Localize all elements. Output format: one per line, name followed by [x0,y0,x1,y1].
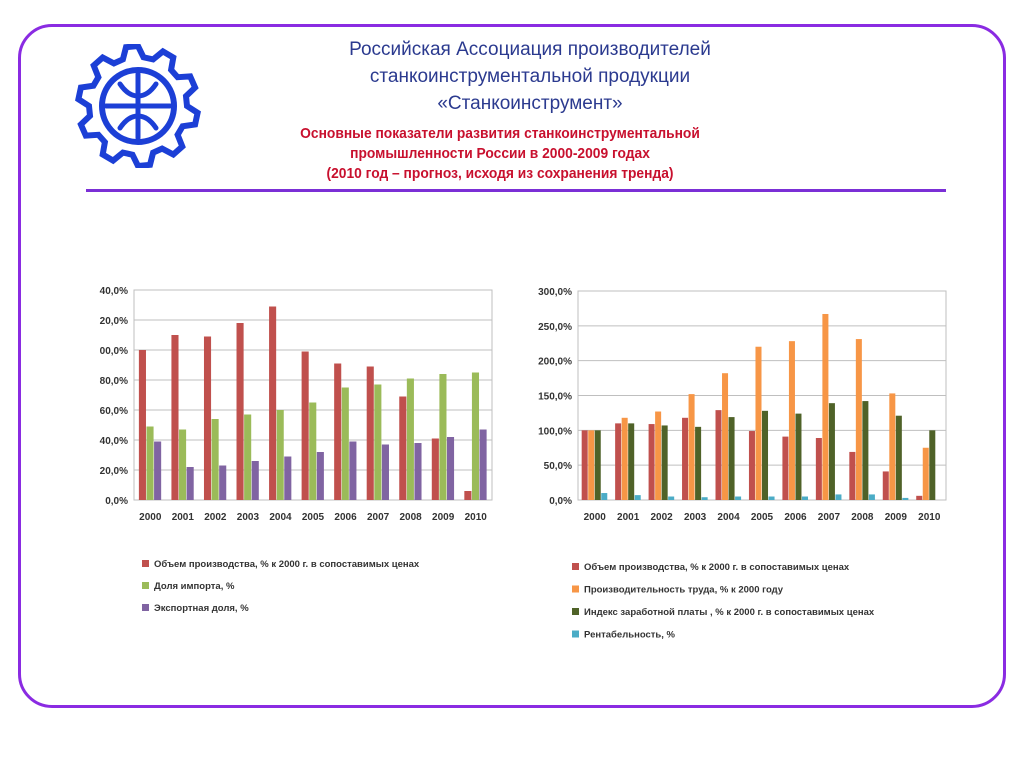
legend-entry-0: Объем производства, % к 2000 г. в сопоставимых ценах [584,562,850,573]
gear-logo-icon [68,44,208,168]
title-divider [86,189,946,192]
legend-swatch-0 [142,560,149,567]
bar-0-1 [588,430,594,500]
bar-1-0 [171,335,178,500]
bar-2-2 [662,425,668,500]
y-tick-label: 250,0% [538,321,572,333]
x-tick-label: 2010 [918,512,941,523]
chart-production-import-export [90,280,500,620]
y-tick-label: 20,0% [99,316,128,327]
bar-2-2 [219,466,226,501]
x-tick-label: 2005 [301,512,325,523]
legend-entry-1: Производительность труда, % к 2000 году [584,584,784,596]
x-tick-label: 2001 [171,512,194,523]
bar-3-0 [237,323,244,500]
bar-3-1 [244,415,251,501]
y-tick-label: 00,0% [99,346,128,357]
bar-6-0 [782,437,788,500]
bar-1-1 [179,430,186,501]
x-tick-label: 2001 [617,512,640,523]
x-tick-label: 2006 [784,512,807,523]
x-tick-label: 2007 [817,512,841,523]
bar-9-0 [432,439,439,501]
bar-4-1 [277,410,284,500]
legend-entry-0: Объем производства, % к 2000 г. в сопоставимых ценах [154,559,420,570]
bar-8-1 [856,339,862,500]
bar-7-3 [835,494,841,500]
legend-entry-2: Экспортная доля, % [154,603,249,614]
org-line-2: станкоинструментальной продукции [369,66,691,87]
bar-0-2 [154,442,161,501]
y-tick-label: 100,0% [538,426,572,438]
bar-0-1 [146,427,153,501]
bar-8-2 [414,443,421,500]
bar-5-3 [769,497,775,500]
y-tick-label: 150,0% [538,391,572,403]
y-tick-label: 40,0% [99,436,128,447]
x-tick-label: 2009 [884,512,907,523]
bar-6-1 [342,388,349,501]
bar-7-0 [367,367,374,501]
bar-10-2 [480,430,487,501]
legend-swatch-2 [572,608,579,615]
slide-subtitle [224,124,776,184]
bar-4-1 [722,373,728,500]
x-tick-label: 2007 [366,512,390,523]
bar-1-1 [622,418,628,500]
x-tick-label: 2000 [583,512,606,523]
bar-3-1 [689,394,695,500]
x-tick-label: 2002 [204,512,227,523]
x-tick-label: 2010 [464,512,487,523]
bar-6-2 [795,414,801,500]
bar-10-1 [472,373,479,501]
bar-4-3 [735,497,741,500]
x-tick-label: 2004 [269,512,292,523]
legend-entry-1: Доля импорта, % [154,581,235,592]
bar-2-3 [668,497,674,500]
org-line-1: Российская Ассоциация производителей [349,39,711,60]
bar-6-3 [802,497,808,500]
bar-8-0 [399,397,406,501]
bar-8-3 [869,494,875,500]
x-tick-label: 2003 [683,512,707,523]
legend-swatch-1 [572,586,579,593]
y-tick-label: 200,0% [538,356,572,368]
org-line-3: «Станкоинструмент» [437,93,623,114]
bar-8-0 [849,452,855,500]
bar-4-2 [729,417,735,500]
legend-swatch-3 [572,631,579,638]
bar-7-0 [816,438,822,500]
bar-6-2 [349,442,356,501]
bar-7-2 [829,403,835,500]
y-tick-label: 0,0% [105,496,128,507]
x-tick-label: 2005 [750,512,774,523]
bar-6-0 [334,364,341,501]
bar-0-2 [595,430,601,500]
bar-9-2 [896,416,902,500]
bar-5-0 [302,352,309,501]
legend-entry-3: Рентабельность, % [584,629,676,640]
bar-10-0 [464,491,471,500]
bar-7-2 [382,445,389,501]
bar-7-1 [822,314,828,500]
bar-10-2 [929,430,935,500]
y-tick-label: 300,0% [538,287,572,298]
bar-1-2 [187,467,194,500]
subtitle-line-3: (2010 год – прогноз, исходя из сохранения тренда) [326,165,674,182]
bar-7-1 [374,385,381,501]
bar-9-2 [447,437,454,500]
x-tick-label: 2000 [139,512,162,523]
bar-2-1 [655,412,661,500]
bar-9-1 [889,393,895,500]
bar-5-1 [309,403,316,501]
subtitle-line-1: Основные показатели развития станкоинструментальной [300,125,700,142]
bar-2-1 [212,419,219,500]
x-tick-label: 2003 [236,512,260,523]
bar-10-1 [923,448,929,500]
bar-4-0 [269,307,276,501]
bar-2-0 [204,337,211,501]
bar-5-0 [749,431,755,500]
bar-5-2 [317,452,324,500]
bar-1-0 [615,423,621,500]
bar-0-3 [601,493,607,500]
organization-title [230,36,830,117]
x-tick-label: 2009 [432,512,455,523]
legend-entry-2: Индекс заработной платы , % к 2000 г. в сопоставимых ценах [584,607,875,618]
bar-1-2 [628,423,634,500]
bar-3-2 [695,427,701,500]
bar-3-3 [702,497,708,500]
x-tick-label: 2006 [334,512,357,523]
subtitle-line-2: промышленности России в 2000-2009 годах [350,145,650,162]
x-tick-label: 2008 [399,512,422,523]
y-tick-label: 60,0% [99,406,128,417]
bar-0-0 [139,350,146,500]
y-tick-label: 0,0% [549,496,572,507]
bar-10-0 [916,496,922,500]
bar-8-2 [862,401,868,500]
x-tick-label: 2008 [851,512,874,523]
bar-4-0 [715,410,721,500]
legend-swatch-2 [142,604,149,611]
bar-9-1 [439,374,446,500]
bar-5-2 [762,411,768,500]
y-tick-label: 80,0% [99,376,128,387]
bar-0-0 [582,430,588,500]
bar-4-2 [284,457,291,501]
y-tick-label: 50,0% [543,461,572,473]
bar-6-1 [789,341,795,500]
bar-1-3 [635,495,641,500]
bar-9-3 [902,498,908,500]
bar-9-0 [883,471,889,500]
bar-8-1 [407,379,414,501]
legend-swatch-1 [142,582,149,589]
bar-2-0 [649,424,655,500]
y-tick-label: 20,0% [99,466,128,477]
bar-3-0 [682,418,688,500]
bar-5-1 [755,347,761,500]
x-tick-label: 2002 [650,512,673,523]
y-tick-label: 40,0% [99,286,128,297]
legend-swatch-0 [572,563,579,570]
chart-production-productivity-wages [528,280,958,640]
bar-3-2 [252,461,259,500]
x-tick-label: 2004 [717,512,740,523]
